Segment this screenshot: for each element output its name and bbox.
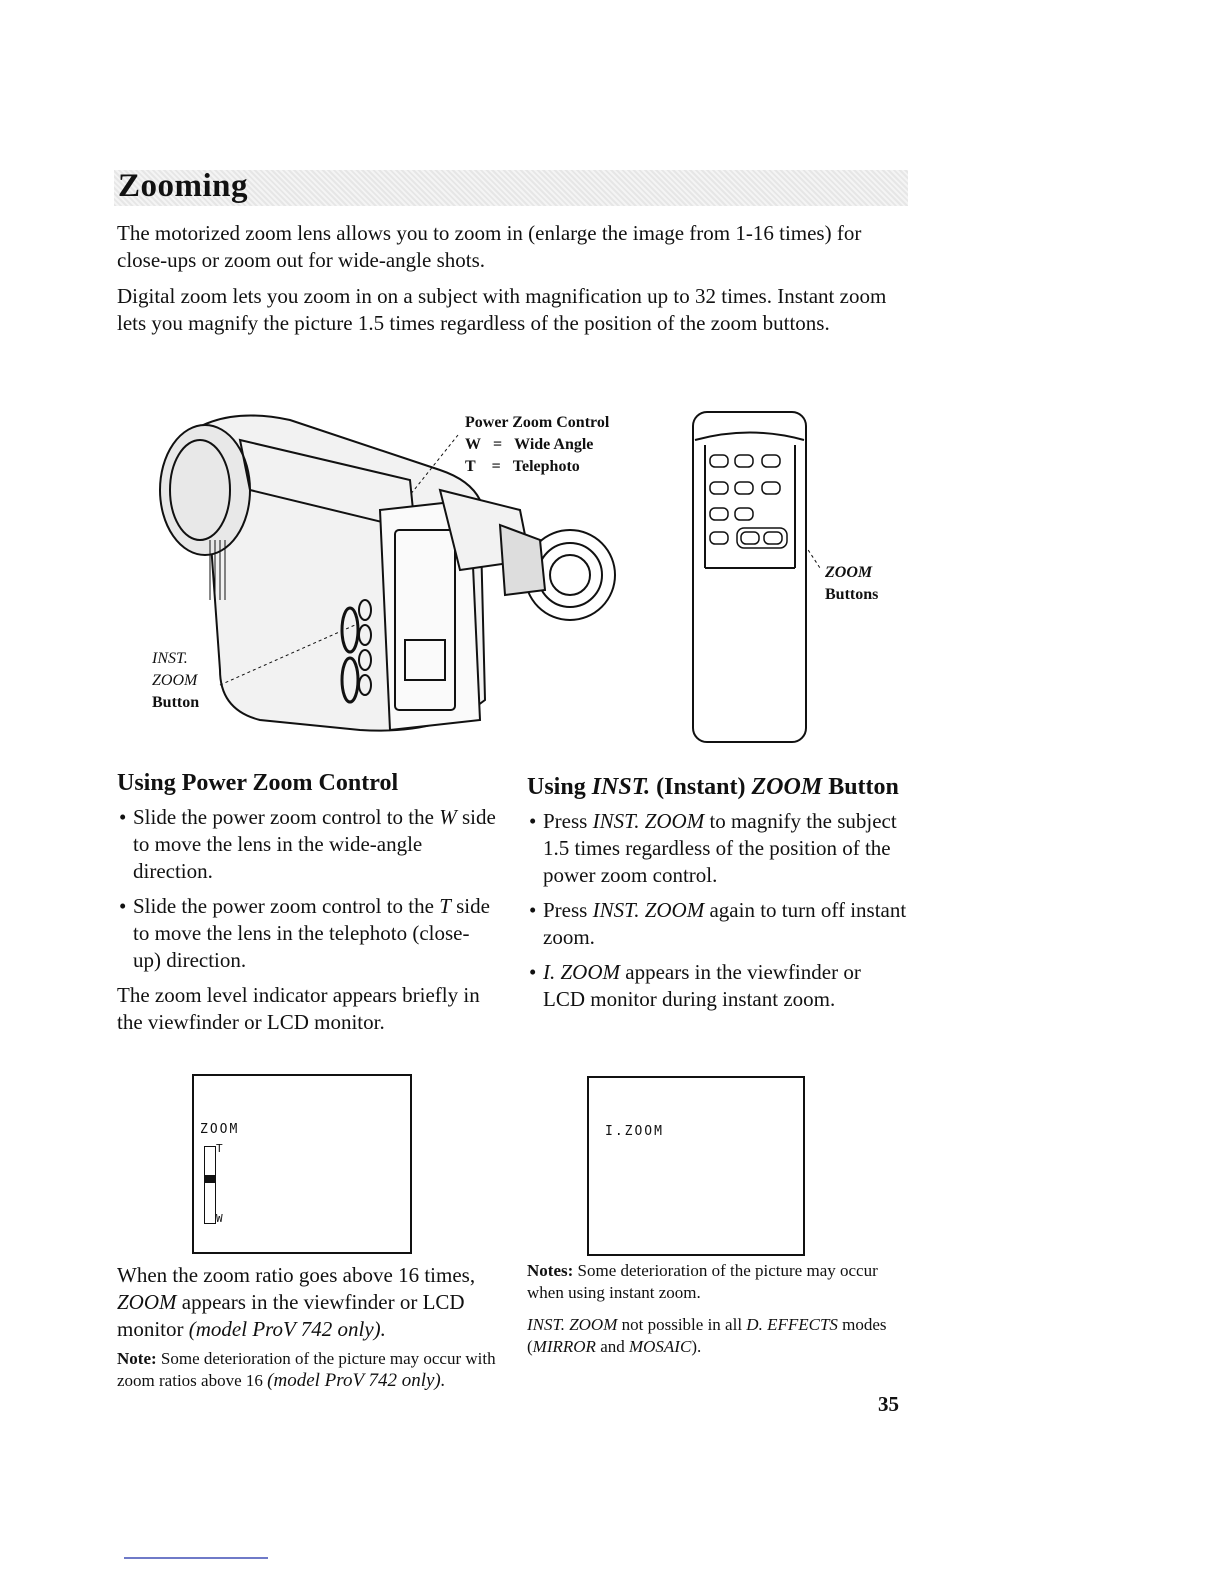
- heading-zoom: ZOOM: [751, 774, 823, 800]
- section-banner: [114, 170, 908, 206]
- inst-zoom-section: [527, 772, 907, 1021]
- caption-text-a: When the zoom ratio goes above 16 times,: [117, 1263, 476, 1287]
- telephoto-legend: [465, 456, 609, 478]
- r-bullet2-b: again to turn off instant zoom.: [543, 898, 907, 949]
- power-zoom-bullet-2: [117, 893, 497, 974]
- bullet2-text-a: Slide the power zoom control to the: [133, 894, 434, 918]
- r-bullet2-key: INST. ZOOM: [592, 898, 705, 922]
- power-zoom-heading: Using Power Zoom Control: [117, 770, 399, 796]
- t-label: Telephoto: [512, 458, 580, 475]
- osd-zoom-label: ZOOM: [200, 1122, 240, 1137]
- inst-zoom-bullet-3: [527, 959, 907, 1013]
- instant-zoom-note-1: [527, 1260, 912, 1304]
- inst-label-line1: INST.: [152, 650, 188, 667]
- bottom-rule: [124, 1557, 268, 1559]
- heading-button: Button: [828, 774, 899, 800]
- section-title: Zooming: [118, 168, 249, 204]
- zoom-level-marker: [205, 1175, 215, 1183]
- remote-zoom-buttons-label: [825, 562, 878, 606]
- w-equals: =: [493, 436, 503, 453]
- power-zoom-bullet-1: [117, 804, 497, 885]
- caption-text-b: appears in the viewfinder or LCD monitor: [117, 1290, 465, 1341]
- notes-label: Notes:: [527, 1261, 574, 1280]
- inst-label-line2: ZOOM: [152, 672, 198, 689]
- instant-zoom-screen: [587, 1076, 805, 1256]
- power-zoom-section: [117, 768, 497, 1036]
- inst-zoom-bullet-2: [527, 897, 907, 951]
- power-zoom-title: Power Zoom Control: [465, 414, 610, 431]
- osd-w-label: W: [216, 1212, 225, 1225]
- heading-using: Using: [527, 774, 586, 800]
- zoom-ratio-caption: [117, 1262, 497, 1343]
- bullet1-key: W: [439, 805, 457, 829]
- intro-paragraph-1: The motorized zoom lens allows you to zoom in (enlarge the image from 1-16 times) for close-ups or zoom out for wide-angle shots.: [117, 221, 862, 272]
- caption-zoom-key: ZOOM: [117, 1290, 177, 1314]
- wide-angle-legend: [465, 434, 609, 456]
- w-label: Wide Angle: [514, 436, 594, 453]
- note2-mirror: MIRROR: [532, 1337, 596, 1356]
- inst-label-line3: Button: [152, 694, 200, 711]
- zoom-indicator-screen: [192, 1074, 412, 1254]
- instant-zoom-note-2: [527, 1314, 912, 1358]
- bullet1-text-b: side to move the lens in the wide-angle direction.: [133, 805, 496, 883]
- r-bullet3-key: I. ZOOM: [543, 960, 620, 984]
- zoom-level-bar: [204, 1146, 216, 1224]
- note2-mosaic: MOSAIC: [628, 1337, 692, 1356]
- osd-izoom-label: I.ZOOM: [605, 1124, 664, 1139]
- w-key: W: [465, 436, 481, 453]
- r-bullet2-a: Press: [543, 898, 588, 922]
- bullet2-text-b: side to move the lens in the telephoto (close-up) direction.: [133, 894, 490, 972]
- note2-key: INST. ZOOM: [527, 1315, 618, 1334]
- r-bullet1-b: to magnify the subject 1.5 times regardless of the position of the power zoom control.: [543, 809, 897, 887]
- remote-zoom-line2: Buttons: [825, 586, 879, 603]
- caption-model: (model ProV 742 only).: [188, 1317, 386, 1341]
- bullet2-key: T: [439, 894, 451, 918]
- t-key: T: [465, 458, 476, 475]
- note2-text-b: modes (: [527, 1315, 887, 1356]
- note2-and: and: [600, 1337, 625, 1356]
- osd-t-label: T: [216, 1142, 225, 1155]
- t-equals: =: [491, 458, 501, 475]
- note2-text-a: not possible in all: [621, 1315, 743, 1334]
- page-number: 35: [878, 1392, 899, 1416]
- heading-inst: INST.: [591, 774, 651, 800]
- note-label: Note:: [117, 1349, 157, 1368]
- inst-zoom-heading: [527, 772, 907, 802]
- note-text: Some deterioration of the picture may occur with zoom ratios above 16: [117, 1349, 496, 1390]
- note1-text: Some deterioration of the picture may occur when using instant zoom.: [527, 1261, 878, 1302]
- r-bullet1-key: INST. ZOOM: [592, 809, 705, 833]
- remote-zoom-line1: ZOOM: [825, 564, 873, 581]
- r-bullet1-a: Press: [543, 809, 588, 833]
- bullet1-text-a: Slide the power zoom control to the: [133, 805, 434, 829]
- note2-key2: D. EFFECTS: [746, 1315, 838, 1334]
- note-model: (model ProV 742 only).: [267, 1370, 446, 1391]
- r-bullet3-b: appears in the viewfinder or LCD monitor during instant zoom.: [543, 960, 861, 1011]
- camcorder-figure: [140, 400, 900, 750]
- inst-zoom-bullet-1: [527, 808, 907, 889]
- heading-instant: (Instant): [656, 774, 746, 800]
- intro-paragraph-2: Digital zoom lets you zoom in on a subject with magnification up to 32 times. Instant zoom lets you magnify the picture 1.5 times regardless of the position of the zoom buttons.: [117, 284, 887, 335]
- zoom-ratio-note: [117, 1348, 497, 1392]
- power-zoom-paragraph: The zoom level indicator appears briefly in the viewfinder or LCD monitor.: [117, 983, 480, 1034]
- power-zoom-label: [465, 412, 609, 478]
- note2-text-c: ).: [691, 1337, 702, 1356]
- inst-zoom-button-label: [152, 648, 199, 714]
